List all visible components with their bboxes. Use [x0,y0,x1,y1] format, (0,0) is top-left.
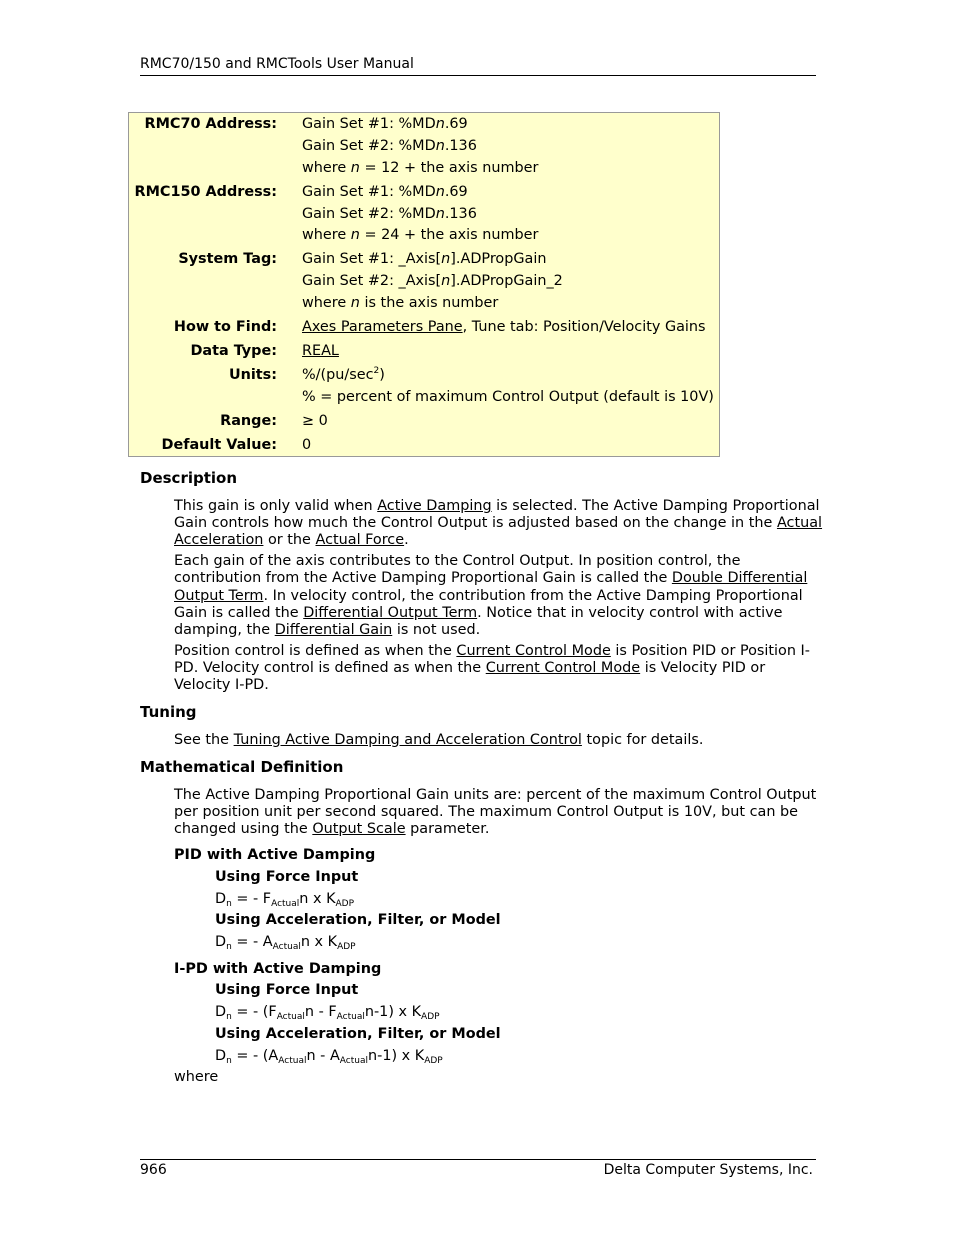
company-name: Delta Computer Systems, Inc. [603,1162,813,1178]
system-tag-gain-set-1: Gain Set #1: _Axis[n].ADPropGain [302,251,547,267]
footer-divider [140,1159,816,1160]
where-text: where [174,1069,219,1085]
units-note: % = percent of maximum Control Output (default is 10V) [302,389,714,405]
rmc70-where-note: where n = 12 + the axis number [302,160,539,176]
rmc150-gain-set-2: Gain Set #2: %MDn.136 [302,206,477,222]
range-value: ≥ 0 [302,413,328,429]
math-p-line3: changed using the Output Scale parameter. [174,821,490,837]
system-tag-gain-set-2: Gain Set #2: _Axis[n].ADPropGain_2 [302,273,563,289]
axes-parameters-pane-link[interactable]: Axes Parameters Pane [302,319,463,335]
description-p2-line3: Output Term. In velocity control, the contribution from the Active Damping Proportional [174,588,803,604]
rmc70-gain-set-1: Gain Set #1: %MDn.69 [302,116,468,132]
units-value: $\%/(pu/\sec^2)$ [302,366,385,383]
description-p1-line3: Acceleration or the Actual Force. [174,532,409,548]
rmc150-address-row [129,182,719,202]
header-divider [140,75,816,76]
math-p-line1: The Active Damping Proportional Gain units are: percent of the maximum Control Output [174,787,817,803]
how-to-find-value: , Tune tab: Position/Velocity Gains [462,319,706,335]
description-p2-line2: contribution from the Active Damping Proportional Gain is called the Double Differential [174,570,808,586]
default-value: 0 [302,437,312,453]
description-p3-line2: PD. Velocity control is defined as when the Current Control Mode is Velocity PID or [174,660,766,676]
pid-accel-heading: Using Acceleration, Filter, or Model [215,912,501,928]
double-differential-link-cont[interactable]: Output Term [174,588,264,604]
units-label: Units: [228,367,277,383]
real-type-link[interactable]: REAL [302,343,339,359]
math-p-line2: per position unit per second squared. The maximum Control Output is 10V, but can be [174,804,799,820]
ipd-accel-heading: Using Acceleration, Filter, or Model [215,1026,501,1042]
rmc70-address-row [129,114,719,134]
differential-gain-link[interactable]: Differential Gain [274,622,393,638]
tuning-active-damping-link[interactable]: Tuning Active Damping and Acceleration Control [233,732,582,748]
range-label: Range: [220,413,277,429]
pid-accel-equation: $D_n$ = - $A_{Actual}n$ x $K_{ADP}$ [215,934,356,952]
actual-force-link[interactable]: Actual Force [315,532,405,548]
rmc150-gain-set-1: Gain Set #1: %MDn.69 [302,184,468,200]
ipd-force-equation: $D_n$ = - $(F_{Actual}n - F_{Actual}n-1)$ x $K_{ADP}$ [215,1004,440,1022]
units-row [129,365,719,385]
active-damping-link[interactable]: Active Damping [377,498,492,514]
default-value-row [129,435,719,455]
rmc150-address-label: RMC150 Address: [134,184,277,200]
system-tag-row [129,249,719,269]
pid-force-input-heading: Using Force Input [215,869,359,885]
rmc150-where-note: where n = 24 + the axis number [302,227,539,243]
description-p2-line1: Each gain of the axis contributes to the Control Output. In position control, the [174,553,741,569]
description-p2-line4: Gain is called the Differential Output Term. Notice that in velocity control with active [174,605,783,621]
ipd-accel-equation: $D_n$ = - $(A_{Actual}n - A_{Actual}n-1)$ x $K_{ADP}$ [215,1048,443,1066]
actual-acceleration-link[interactable]: Actual [776,515,823,531]
differential-output-term-link[interactable]: Differential Output Term [303,605,478,621]
data-type-label: Data Type: [190,343,277,359]
description-p2-line5: damping, the Differential Gain is not used. [174,622,481,638]
output-scale-link[interactable]: Output Scale [312,821,406,837]
parameter-info-table [128,112,720,457]
description-p3-line3: Velocity I-PD. [174,677,269,693]
data-type-row [129,341,719,361]
description-p3-line1: Position control is defined as when the Current Control Mode is Position PID or Position I- [174,643,810,659]
current-control-mode-link[interactable]: Current Control Mode [456,643,611,659]
range-row [129,411,719,431]
how-to-find-row [129,317,719,337]
system-tag-where-note: where n is the axis number [302,295,499,311]
description-heading: Description [140,469,238,487]
description-p1-line2: Gain controls how much the Control Output is adjusted based on the change in the Actual [174,515,823,531]
how-to-find-label: How to Find: [173,319,277,335]
page-number: 966 [140,1162,167,1178]
pid-force-equation: $D_n$ = - $F_{Actual}n$ x $K_{ADP}$ [215,891,355,909]
system-tag-label: System Tag: [178,251,277,267]
ipd-force-input-heading: Using Force Input [215,982,359,998]
current-control-mode-link-2[interactable]: Current Control Mode [485,660,641,676]
ipd-active-damping-heading: I-PD with Active Damping [174,961,382,977]
double-differential-link[interactable]: Double Differential [671,570,808,586]
description-p1-line1: This gain is only valid when Active Damping is selected. The Active Damping Proportional [174,498,820,514]
tuning-text: See the Tuning Active Damping and Acceleration Control topic for details. [174,732,704,748]
rmc70-gain-set-2: Gain Set #2: %MDn.136 [302,138,477,154]
default-value-label: Default Value: [161,437,277,453]
actual-acceleration-link-cont[interactable]: Acceleration [174,532,264,548]
pid-active-damping-heading: PID with Active Damping [174,847,376,863]
rmc70-address-label: RMC70 Address: [144,116,277,132]
tuning-heading: Tuning [140,703,197,721]
page-header-title: RMC70/150 and RMCTools User Manual [140,56,414,72]
math-heading: Mathematical Definition [140,758,344,776]
